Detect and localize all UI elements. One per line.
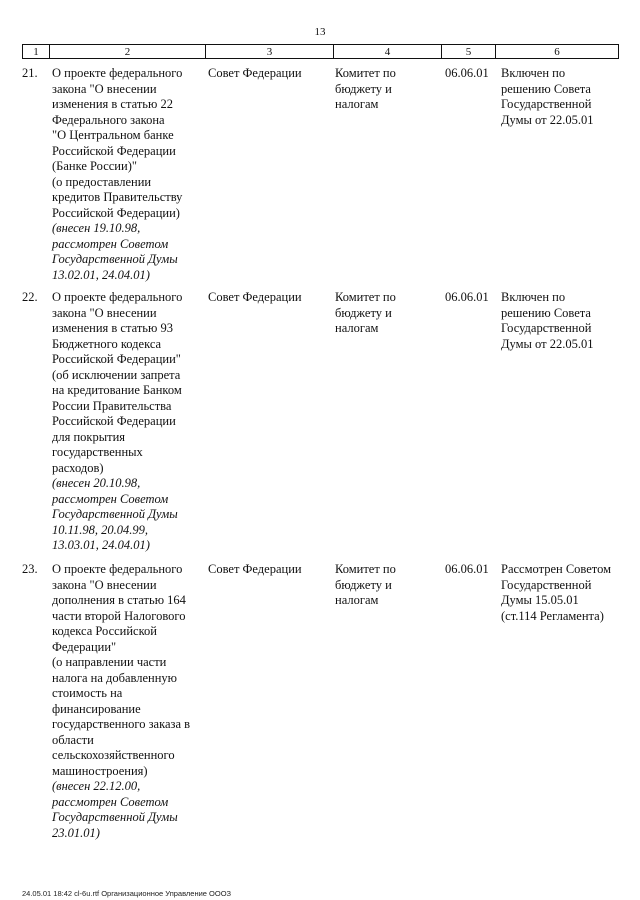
print-footer: 24.05.01 18:42 cl-6u.rtf Организационное Управление ОООЗ xyxy=(22,889,232,898)
note-line: 10.11.98, 20.04.99, xyxy=(52,522,148,537)
entry-initiator: Совет Федерации xyxy=(208,562,302,576)
status-line: Государственной xyxy=(501,97,592,111)
note-line: (внесен 19.10.98, xyxy=(52,221,141,235)
committee-line: налогам xyxy=(335,97,379,111)
committee-line: бюджету и xyxy=(335,81,392,96)
status-line: Государственной xyxy=(501,577,592,592)
column-header-3: 3 xyxy=(206,45,334,59)
title-line: закона "О внесении xyxy=(52,577,157,592)
column-header-4: 4 xyxy=(334,45,442,59)
status-line: Думы от 22.05.01 xyxy=(501,336,594,351)
title-line: (о направлении части xyxy=(52,655,167,669)
title-line: О проекте федерального xyxy=(52,66,183,80)
title-line: О проекте федерального xyxy=(52,290,183,304)
title-line: Российской Федерации" xyxy=(52,352,181,366)
title-line: части второй Налогового xyxy=(52,608,186,623)
committee-line: Комитет по xyxy=(335,290,396,304)
status-line: Государственной xyxy=(501,321,592,335)
entry-date: 06.06.01 xyxy=(445,562,489,576)
committee-line: налогам xyxy=(335,321,379,335)
status-line: Рассмотрен Советом xyxy=(501,562,612,576)
title-line: государственного заказа в xyxy=(52,717,191,731)
status-line: решению Совета xyxy=(501,305,591,320)
title-line: расходов) xyxy=(52,460,104,475)
column-header-5: 5 xyxy=(442,45,496,59)
status-line: (ст.114 Регламента) xyxy=(501,608,604,623)
entry-status xyxy=(501,562,626,624)
title-line: кредитов Правительству xyxy=(52,190,183,204)
note-line: 13.02.01, 24.04.01) xyxy=(52,267,150,282)
entry-title xyxy=(52,290,204,554)
column-header-row xyxy=(23,45,619,59)
title-line: стоимость на xyxy=(52,686,123,700)
title-line: Российской Федерации xyxy=(52,414,176,428)
entry-date: 06.06.01 xyxy=(445,290,489,304)
title-line: для покрытия xyxy=(52,429,126,444)
note-line: Государственной Думы xyxy=(52,810,178,824)
entry-status xyxy=(501,66,626,128)
title-line: Российской Федерации) xyxy=(52,205,180,220)
committee-line: Комитет по xyxy=(335,562,396,576)
entry-committee xyxy=(335,66,435,113)
note-line: 23.01.01) xyxy=(52,825,100,840)
note-line: Государственной Думы xyxy=(52,507,178,521)
title-line: "О Центральном банке xyxy=(52,128,174,142)
title-line: России Правительства xyxy=(52,398,172,413)
title-line: Российской Федерации xyxy=(52,143,176,158)
entry-row xyxy=(0,66,640,296)
column-header-table xyxy=(22,44,619,59)
note-line: рассмотрен Советом xyxy=(52,794,169,809)
note-line: (внесен 20.10.98, xyxy=(52,476,141,490)
note-line: рассмотрен Советом xyxy=(52,236,169,251)
title-line: области xyxy=(52,732,94,747)
title-line: изменения в статью 93 xyxy=(52,321,173,335)
entry-number: 21. xyxy=(22,66,38,80)
status-line: решению Совета xyxy=(501,81,591,96)
entry-number: 23. xyxy=(22,562,38,576)
title-line: машиностроения) xyxy=(52,763,148,778)
status-line: Думы от 22.05.01 xyxy=(501,112,594,127)
column-header-1: 1 xyxy=(23,45,50,59)
committee-line: бюджету и xyxy=(335,305,392,320)
title-line: (Банке России)" xyxy=(52,159,137,173)
entry-committee xyxy=(335,562,435,609)
column-header-2: 2 xyxy=(50,45,206,59)
title-line: налога на добавленную xyxy=(52,670,178,685)
title-line: Федерации" xyxy=(52,639,117,654)
note-line: 13.03.01, 24.04.01) xyxy=(52,538,150,552)
column-header-6: 6 xyxy=(496,45,619,59)
title-line: на кредитование Банком xyxy=(52,383,182,397)
entry-row xyxy=(0,562,640,842)
title-line: О проекте федерального xyxy=(52,562,183,576)
status-line: Включен по xyxy=(501,66,566,80)
title-line: Бюджетного кодекса xyxy=(52,336,162,351)
page-number: 13 xyxy=(314,26,326,38)
entry-status xyxy=(501,290,626,352)
title-line: сельскохозяйственного xyxy=(52,748,175,762)
note-line: Государственной Думы xyxy=(52,252,178,266)
title-line: финансирование xyxy=(52,701,141,716)
title-line: изменения в статью 22 xyxy=(52,97,173,111)
title-line: (об исключении запрета xyxy=(52,367,181,382)
entry-committee xyxy=(335,290,435,337)
entry-row xyxy=(0,290,640,562)
note-line: рассмотрен Советом xyxy=(52,491,169,506)
entry-initiator: Совет Федерации xyxy=(208,66,302,80)
title-line: закона "О внесении xyxy=(52,81,157,96)
entry-title xyxy=(52,562,204,841)
entry-date: 06.06.01 xyxy=(445,66,489,80)
title-line: государственных xyxy=(52,445,143,459)
committee-line: Комитет по xyxy=(335,66,396,80)
committee-line: налогам xyxy=(335,593,379,607)
status-line: Думы 15.05.01 xyxy=(501,593,579,607)
title-line: (о предоставлении xyxy=(52,174,152,189)
entries-list xyxy=(0,60,640,842)
title-line: закона "О внесении xyxy=(52,305,157,320)
title-line: дополнения в статью 164 xyxy=(52,593,186,607)
title-line: кодекса Российской xyxy=(52,624,157,638)
entry-title xyxy=(52,66,204,283)
entry-initiator: Совет Федерации xyxy=(208,290,302,304)
status-line: Включен по xyxy=(501,290,566,304)
title-line: Федерального закона xyxy=(52,112,165,127)
committee-line: бюджету и xyxy=(335,577,392,592)
note-line: (внесен 22.12.00, xyxy=(52,779,141,793)
entry-number: 22. xyxy=(22,290,38,304)
